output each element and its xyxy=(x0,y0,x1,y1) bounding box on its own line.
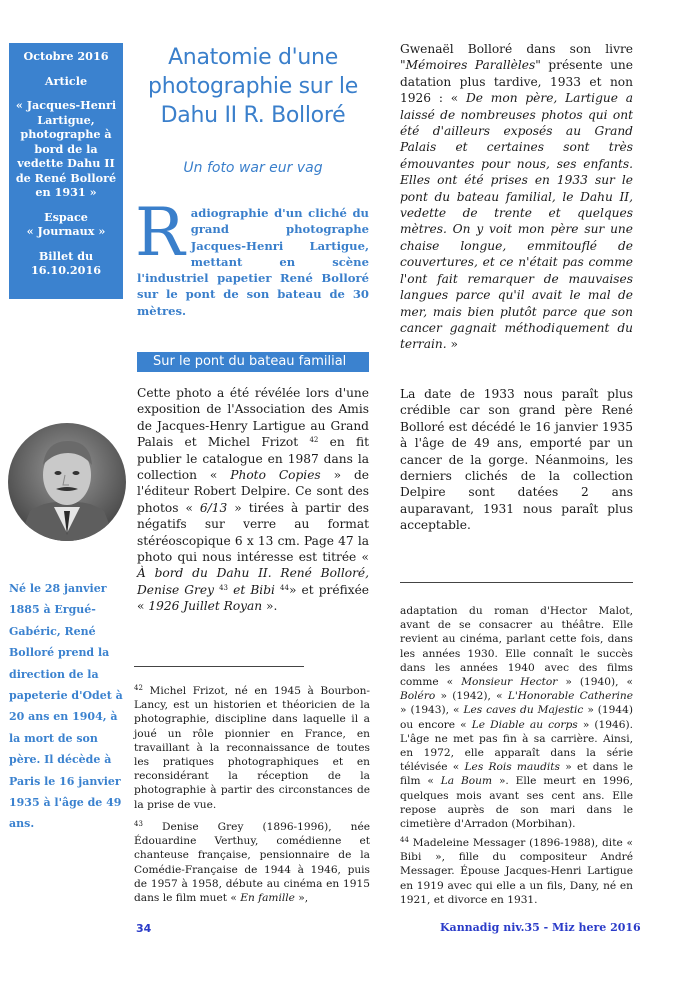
info-billet-label: Billet du xyxy=(38,248,94,263)
portrait-image xyxy=(8,423,126,541)
footnote-number: 42 xyxy=(134,684,143,692)
footnote-text: ». Elle meurt en 1996, quelques mois avant ses cent ans. Elle repose auprès de son mari dans le cimetière d'Arradon (Morbihan). xyxy=(400,775,634,831)
film-title: Monsieur Hector xyxy=(461,676,558,689)
body-paragraph-1 xyxy=(137,385,369,615)
text-run: en fit publier le catalogue en 1987 dans la collection « xyxy=(137,435,369,483)
portrait-photo xyxy=(8,423,126,541)
photo-format: 6/13 xyxy=(199,500,228,515)
footnote-number: 44 xyxy=(400,836,409,844)
info-date: Octobre 2016 xyxy=(23,49,109,63)
info-article-title: « Jacques-Henri Lartigue, photographe à bord de la vedette Dahu II de René Bolloré en 1931 » xyxy=(15,98,117,199)
photo-caption-a: À bord du Dahu II. René Bolloré, Denise Grey xyxy=(137,566,369,597)
footnote-text: » (1944) ou encore « xyxy=(400,704,633,731)
body-paragraph-2 xyxy=(400,41,633,353)
book-title: Mémoires Parallèles xyxy=(405,58,536,73)
article-info-box xyxy=(9,43,123,299)
film-title: Boléro xyxy=(400,690,436,703)
footnote-42 xyxy=(134,684,370,812)
film-title: Le Diable au corps xyxy=(471,718,578,731)
footnote-number: 43 xyxy=(134,820,143,828)
footnote-text: adaptation du roman d'Hector Malot, avant de se consacrer au théâtre. Elle revient au cinéma, parlant cette fois, dans les années 1930. Elle connaît le succès dans les années 1940 avec des films comme « xyxy=(400,605,633,689)
footnote-text: » (1946). L'âge ne met pas fin à sa carrière. Ainsi, en 1972, elle apparaît dans la série télévisée « xyxy=(400,718,633,774)
info-billet-date: 16.10.2016 xyxy=(30,263,102,277)
footnote-44 xyxy=(400,836,633,907)
film-title: En famille xyxy=(240,892,295,905)
footnote-43 xyxy=(134,820,370,905)
text-run: » tirées à partir des négatifs sur verre au format stéréoscopique 6 x 13 cm. Page 47 la photo qui nous intéresse est titrée « xyxy=(137,500,369,565)
info-type: Article xyxy=(44,73,88,88)
footnote-text: » (1940), « xyxy=(557,676,633,689)
film-title: Les caves du Majestic xyxy=(463,704,584,717)
footnote-text: Denise Grey (1896-1996), née Édouardine Verthuy, comédienne et chanteuse française, pensionnaire de la Comédie-Française de 1944 à 1946, puis de 1957 à 1958, débute au cinéma en 1915 dans le film muet « xyxy=(134,821,370,905)
sidebar-bio: Né le 28 janvier 1885 à Ergué-Gabéric, René Bolloré prend la direction de la papeterie d'Odet à 20 ans en 1904, à la mort de son père. Il décède à Paris le 16 janvier 1935 à l'âge de 49 ans. xyxy=(9,582,123,831)
text-run: » de l'éditeur Robert Delpire. Ce sont des photos « xyxy=(137,468,370,515)
footnote-43-continued xyxy=(400,604,633,831)
text-run: » xyxy=(446,337,458,352)
film-title: Les Rois maudits xyxy=(464,761,560,774)
text-run: ». xyxy=(262,599,278,614)
footnote-text: Michel Frizot, né en 1945 à Bourbon-Lancy, est un historien et théoricien de la photographie, discipline dans laquelle il a joué un rôle pionnier en France, en travaillant à la reconnaissance de toutes les pratiques photographiques et en reconsidérant la réception de la photographie à partir des circonstances de la prise de vue. xyxy=(134,685,370,811)
photo-caption-b: et Bibi xyxy=(228,582,281,597)
footnote-divider xyxy=(134,666,304,667)
footnote-text: Madeleine Messager (1896-1988), dite « Bibi », fille du compositeur André Messager. Épouse Jacques-Henri Lartigue en 1919 avec qui elle a un fils, Dany, né en 1921, et divorce en 1931. xyxy=(400,837,633,906)
footnote-ref-42[interactable]: 42 xyxy=(309,436,319,445)
footnote-text: », xyxy=(294,892,309,905)
info-space-name: « Journaux » xyxy=(26,224,106,238)
footnote-ref-43[interactable]: 43 xyxy=(219,583,229,592)
footnote-text: » et dans le film « xyxy=(400,761,633,788)
quote: De mon père, Lartigue a laissé de nombreuses photos qui ont été d'ailleurs exposés au Grand Palais et certaines sont très émouvantes pour nous, ses enfants. Elles ont été prises en 1933 sur le pont du bateau familial, le Dahu II, vedette de trente et quelques mètres. On y voit mon père sur une chaise longue, emmitouflé de couvertures, et ce n'était pas comme l'ont fait remarquer de mauvaises langues parce qu'il avait le mal de mer, mais bien plutôt parce que son cancer gagnait méthodiquement du terrain. xyxy=(400,91,634,352)
section-heading: Sur le pont du bateau familial xyxy=(137,352,369,372)
article-subtitle: Un foto war eur vag xyxy=(183,160,323,176)
info-billet xyxy=(13,249,119,278)
film-title: L'Honorable Catherine xyxy=(507,690,633,703)
footnote-ref-44[interactable]: 44 xyxy=(280,583,289,592)
article-title: Anatomie d'une photographie sur le Dahu II R. Bolloré xyxy=(148,45,358,128)
lead-paragraph xyxy=(135,194,369,319)
footnote-text: » (1942), « xyxy=(435,690,508,703)
lead-text: adiographie d'un cliché du grand photographe Jacques-Henri Lartigue, mettant en scène l'industriel papetier René Bolloré sur le pont de son bateau de 30 mètres. xyxy=(137,206,369,318)
body-paragraph-3: La date de 1933 nous paraît plus crédible car son grand père René Bolloré est décédé le 16 janvier 1935 à l'âge de 49 ans, emporté par un cancer de la gorge. Néanmoins, les derniers clichés de la collection Delpire sont datées 2 ans auparavant, 1931 nous paraît plus acceptable. xyxy=(400,387,633,533)
info-space-label: Espace xyxy=(44,209,88,224)
photo-prefix: 1926 Juillet Royan xyxy=(148,599,263,614)
film-title: La Boum xyxy=(440,775,493,788)
publication-footer: Kannadig niv.35 - Miz here 2016 xyxy=(440,921,641,934)
collection-name: Photo Copies xyxy=(230,468,321,483)
text-run: Cette photo a été révélée lors d'une exposition de l'Association des Amis de Jacques-Henry Lartigue au Grand Palais et Michel Frizot xyxy=(137,386,369,450)
text-run: Gwenaël Bolloré dans son livre " xyxy=(400,42,633,73)
drop-cap: R xyxy=(135,194,185,271)
info-space xyxy=(13,210,119,239)
footnote-divider xyxy=(400,582,633,583)
text-run: " présente une datation plus tardive, 1933 et non 1926 : « xyxy=(400,58,633,106)
footnote-text: » (1943), « xyxy=(400,704,464,717)
text-run: » et préfixée « xyxy=(137,582,369,614)
page-number: 34 xyxy=(136,922,152,935)
